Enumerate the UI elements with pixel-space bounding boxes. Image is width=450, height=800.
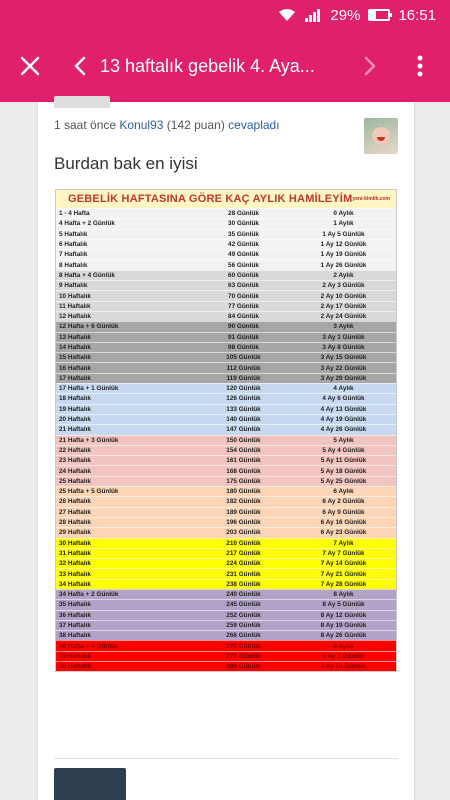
chart-row bbox=[56, 218, 396, 228]
chart-row bbox=[56, 538, 396, 548]
chart-cell-days: 240 Günlük bbox=[226, 591, 261, 599]
footer-button[interactable] bbox=[54, 768, 126, 800]
chart-row bbox=[56, 496, 396, 506]
chart-cell-months: 1 Ay 26 Günlük bbox=[320, 261, 367, 269]
chart-cell-week: 34 Hafta + 2 Günlük bbox=[59, 591, 119, 599]
chart-cell-days: 84 Günlük bbox=[228, 313, 259, 321]
chart-row bbox=[56, 620, 396, 630]
chart-cell-week: 29 Haftalık bbox=[59, 529, 91, 537]
answer-action: cevapladı bbox=[228, 118, 280, 132]
chart-cell-months: 7 Ay 21 Günlük bbox=[320, 570, 367, 578]
signal-icon bbox=[304, 8, 322, 22]
chart-cell-week: 33 Haftalık bbox=[59, 570, 91, 578]
chart-row bbox=[56, 404, 396, 414]
answer-time: 1 saat önce bbox=[54, 118, 117, 132]
chart-cell-week: 38 Haftalık bbox=[59, 632, 91, 640]
chart-cell-week: 28 Haftalık bbox=[59, 519, 91, 527]
chart-cell-days: 238 Günlük bbox=[226, 580, 261, 588]
chart-row bbox=[56, 465, 396, 475]
chart-row bbox=[56, 640, 396, 650]
chart-cell-months: 2 Ay 3 Günlük bbox=[322, 282, 365, 290]
chart-cell-days: 105 Günlük bbox=[226, 354, 261, 362]
chart-cell-months: 3 Ay 1 Günlük bbox=[322, 333, 365, 341]
page-title: 13 haftalık gebelik 4. Aya... bbox=[100, 55, 315, 76]
chart-cell-days: 210 Günlük bbox=[226, 539, 261, 547]
chart-row bbox=[56, 435, 396, 445]
chart-cell-months: 5 Ay 25 Günlük bbox=[320, 477, 367, 485]
chart-row bbox=[56, 651, 396, 661]
chart-cell-days: 203 Günlük bbox=[226, 529, 261, 537]
chart-cell-week: 1 - 4 Hafta bbox=[59, 210, 90, 218]
close-icon bbox=[20, 56, 40, 76]
back-button[interactable] bbox=[60, 30, 100, 102]
chart-cell-months: 4 Ay 13 Günlük bbox=[320, 405, 367, 413]
status-bar bbox=[0, 0, 450, 30]
chart-cell-months: 7 Ay 28 Günlük bbox=[320, 580, 367, 588]
chart-cell-week: 23 Haftalık bbox=[59, 457, 91, 465]
chart-cell-days: 42 Günlük bbox=[228, 241, 259, 249]
chart-cell-week: 15 Haftalık bbox=[59, 354, 91, 362]
chart-row bbox=[56, 301, 396, 311]
chart-row bbox=[56, 393, 396, 403]
chart-cell-months: 8 Ay 5 Günlük bbox=[322, 601, 365, 609]
chart-cell-months: 5 Ay 18 Günlük bbox=[320, 467, 367, 475]
chart-cell-days: 180 Günlük bbox=[226, 488, 261, 496]
chart-cell-days: 266 Günlük bbox=[226, 632, 261, 640]
chart-site: yeni-kimlik.com bbox=[352, 196, 390, 202]
chevron-left-icon bbox=[74, 56, 86, 76]
chart-cell-days: 154 Günlük bbox=[226, 446, 261, 454]
chart-cell-week: 17 Hafta + 1 Günlük bbox=[59, 385, 119, 393]
chart-rows bbox=[56, 208, 396, 671]
chart-cell-week: 19 Haftalık bbox=[59, 405, 91, 413]
chart-row bbox=[56, 332, 396, 342]
chart-cell-months: 4 Ay 26 Günlük bbox=[320, 426, 367, 434]
chart-cell-week: 25 Haftalık bbox=[59, 477, 91, 485]
chart-cell-week: 10 Haftalık bbox=[59, 292, 91, 300]
chart-cell-week: 20 Haftalık bbox=[59, 416, 91, 424]
chart-row bbox=[56, 589, 396, 599]
more-options-button[interactable] bbox=[390, 30, 450, 102]
chart-cell-week: 37 Haftalık bbox=[59, 622, 91, 630]
chart-cell-days: 120 Günlük bbox=[226, 385, 261, 393]
chart-row bbox=[56, 424, 396, 434]
answer-user-link[interactable]: Konul93 bbox=[119, 118, 164, 132]
battery-icon bbox=[368, 9, 390, 21]
chart-row bbox=[56, 455, 396, 465]
chart-cell-days: 231 Günlük bbox=[226, 570, 261, 578]
chart-cell-months: 1 Ay 5 Günlük bbox=[322, 230, 365, 238]
chart-cell-months: 6 Aylık bbox=[333, 488, 354, 496]
chart-row bbox=[56, 445, 396, 455]
chart-row bbox=[56, 290, 396, 300]
forward-button[interactable] bbox=[350, 30, 390, 102]
chart-cell-months: 3 Ay 15 Günlük bbox=[320, 354, 367, 362]
chart-row bbox=[56, 229, 396, 239]
chart-cell-week: 38 Hafta + 4 Günlük bbox=[59, 642, 119, 650]
chart-cell-months: 1 Ay 12 Günlük bbox=[320, 241, 367, 249]
chart-title: GEBELİK HAFTASINA GÖRE KAÇ AYLIK HAMİLEYİM bbox=[68, 193, 353, 205]
chart-cell-months: 8 Ay 19 Günlük bbox=[320, 622, 367, 630]
chart-cell-week: 8 Hafta + 4 Günlük bbox=[59, 271, 115, 279]
content-area bbox=[0, 102, 450, 800]
chart-cell-days: 182 Günlük bbox=[226, 498, 261, 506]
chart-cell-week: 24 Haftalık bbox=[59, 467, 91, 475]
chart-row bbox=[56, 507, 396, 517]
chart-cell-days: 270 Günlük bbox=[226, 642, 261, 650]
chart-row bbox=[56, 362, 396, 372]
divider bbox=[54, 758, 398, 759]
chart-cell-months: 3 Ay 29 Günlük bbox=[320, 374, 367, 382]
chart-row bbox=[56, 208, 396, 218]
chart-row bbox=[56, 558, 396, 568]
chart-cell-week: 39 Haftalık bbox=[59, 652, 91, 660]
chart-cell-months: 1 Aylık bbox=[333, 220, 354, 228]
chart-cell-months: 2 Ay 10 Günlük bbox=[320, 292, 367, 300]
chart-cell-months: 9 Ay 3 Günlük bbox=[322, 652, 365, 660]
chart-cell-days: 245 Günlük bbox=[226, 601, 261, 609]
chart-row bbox=[56, 414, 396, 424]
chart-cell-days: 28 Günlük bbox=[228, 210, 259, 218]
chart-row bbox=[56, 383, 396, 393]
chart-cell-months: 2 Ay 17 Günlük bbox=[320, 302, 367, 310]
previous-button-stub[interactable] bbox=[54, 96, 110, 108]
chart-row bbox=[56, 311, 396, 321]
chart-row bbox=[56, 259, 396, 269]
chart-cell-months: 6 Ay 2 Günlük bbox=[322, 498, 365, 506]
chart-row bbox=[56, 249, 396, 259]
chart-cell-months: 7 Ay 7 Günlük bbox=[322, 549, 365, 557]
chart-cell-week: 31 Haftalık bbox=[59, 549, 91, 557]
chart-cell-week: 17 Haftalık bbox=[59, 374, 91, 382]
chart-row bbox=[56, 342, 396, 352]
chart-row bbox=[56, 373, 396, 383]
chart-cell-days: 98 Günlük bbox=[228, 344, 259, 351]
chart-cell-days: 63 Günlük bbox=[228, 282, 259, 290]
chart-cell-months: 0 Aylık bbox=[333, 210, 354, 218]
answer-meta bbox=[54, 118, 280, 132]
chart-row bbox=[56, 630, 396, 640]
answer-text: Burdan bak en iyisi bbox=[54, 154, 198, 173]
chart-cell-days: 147 Günlük bbox=[226, 426, 261, 434]
chart-cell-days: 161 Günlük bbox=[226, 457, 261, 465]
chart-row bbox=[56, 239, 396, 249]
chart-cell-months: 4 Ay 6 Günlük bbox=[322, 395, 365, 403]
chart-cell-months: 2 Ay 24 Günlük bbox=[320, 313, 367, 321]
chart-cell-days: 224 Günlük bbox=[226, 560, 261, 568]
chart-cell-days: 196 Günlük bbox=[226, 519, 261, 527]
avatar[interactable] bbox=[364, 118, 398, 154]
chart-cell-months: 7 Ay 14 Günlük bbox=[320, 560, 367, 568]
chart-cell-months: 9 Ay 10 Günlük bbox=[320, 663, 367, 671]
chart-cell-days: 60 Günlük bbox=[228, 271, 259, 279]
more-vert-icon bbox=[417, 55, 423, 77]
chart-cell-months: 2 Aylık bbox=[333, 271, 354, 279]
chart-cell-week: 21 Haftalık bbox=[59, 426, 91, 434]
chart-cell-week: 12 Hafta + 6 Günlük bbox=[59, 323, 119, 331]
chart-cell-months: 3 Ay 22 Günlük bbox=[320, 364, 367, 372]
chart-cell-week: 16 Haftalık bbox=[59, 364, 91, 372]
chart-cell-week: 32 Haftalık bbox=[59, 560, 91, 568]
chart-cell-months: 8 Ay 26 Günlük bbox=[320, 632, 367, 640]
chart-cell-days: 112 Günlük bbox=[226, 364, 261, 372]
chevron-right-icon bbox=[364, 56, 376, 76]
chart-cell-week: 11 Haftalık bbox=[59, 302, 91, 310]
chart-row bbox=[56, 321, 396, 331]
chart-cell-days: 30 Günlük bbox=[228, 220, 259, 228]
chart-row bbox=[56, 548, 396, 558]
chart-cell-days: 189 Günlük bbox=[226, 508, 261, 516]
chart-cell-week: 6 Haftalık bbox=[59, 241, 88, 249]
chart-cell-days: 70 Günlük bbox=[228, 292, 259, 300]
chart-cell-week: 7 Haftalık bbox=[59, 251, 88, 259]
chart-cell-months: 3 Aylık bbox=[333, 323, 354, 331]
chart-cell-days: 77 Günlük bbox=[228, 302, 259, 310]
chart-cell-days: 140 Günlük bbox=[226, 416, 261, 424]
chart-cell-week: 8 Haftalık bbox=[59, 261, 88, 269]
chart-cell-week: 13 Haftalık bbox=[59, 333, 91, 341]
chart-cell-months: 5 Aylık bbox=[333, 436, 354, 444]
chart-cell-week: 5 Haftalık bbox=[59, 230, 88, 238]
chart-cell-week: 30 Haftalık bbox=[59, 539, 91, 547]
wifi-icon bbox=[278, 8, 296, 22]
chart-cell-months: 7 Aylık bbox=[333, 539, 354, 547]
chart-cell-months: 8 Ay 12 Günlük bbox=[320, 611, 367, 619]
app-bar bbox=[0, 30, 450, 102]
chart-cell-days: 273 Günlük bbox=[226, 652, 261, 660]
chart-cell-days: 217 Günlük bbox=[226, 549, 261, 557]
chart-cell-week: 25 Hafta + 5 Günlük bbox=[59, 488, 119, 496]
chart-cell-days: 119 Günlük bbox=[226, 374, 261, 382]
chart-cell-days: 133 Günlük bbox=[226, 405, 261, 413]
chart-cell-months: 3 Ay 8 Günlük bbox=[322, 344, 365, 351]
chart-cell-months: 4 Ay 19 Günlük bbox=[320, 416, 367, 424]
chart-row bbox=[56, 270, 396, 280]
chart-row bbox=[56, 661, 396, 671]
chart-cell-days: 91 Günlük bbox=[228, 333, 259, 341]
chart-cell-months: 4 Aylık bbox=[333, 385, 354, 393]
answer-points: (142 puan) bbox=[166, 118, 225, 132]
chart-cell-days: 126 Günlük bbox=[226, 395, 261, 403]
chart-cell-week: 18 Haftalık bbox=[59, 395, 91, 403]
clock: 16:51 bbox=[398, 6, 436, 24]
chart-cell-week: 27 Haftalık bbox=[59, 508, 91, 516]
chart-cell-week: 14 Haftalık bbox=[59, 344, 91, 351]
chart-cell-days: 175 Günlük bbox=[226, 477, 261, 485]
chart-cell-week: 12 Haftalık bbox=[59, 313, 91, 321]
chart-cell-days: 49 Günlük bbox=[228, 251, 259, 259]
pregnancy-chart-image[interactable] bbox=[55, 189, 397, 672]
chart-cell-months: 1 Ay 19 Günlük bbox=[320, 251, 367, 259]
chart-cell-months: 9 Aylık bbox=[333, 642, 354, 650]
chart-cell-days: 168 Günlük bbox=[226, 467, 261, 475]
chart-cell-week: 36 Haftalık bbox=[59, 611, 91, 619]
chart-row bbox=[56, 280, 396, 290]
chart-cell-months: 6 Ay 23 Günlük bbox=[320, 529, 367, 537]
battery-percent: 29% bbox=[330, 6, 361, 24]
chart-cell-months: 6 Ay 9 Günlük bbox=[322, 508, 365, 516]
chart-row bbox=[56, 486, 396, 496]
chart-cell-week: 22 Haftalık bbox=[59, 446, 91, 454]
chart-row bbox=[56, 579, 396, 589]
chart-cell-months: 5 Ay 4 Günlük bbox=[322, 446, 365, 454]
chart-cell-days: 150 Günlük bbox=[226, 436, 261, 444]
chart-cell-week: 21 Hafta + 3 Günlük bbox=[59, 436, 119, 444]
chart-row bbox=[56, 352, 396, 362]
chart-cell-week: 9 Haftalık bbox=[59, 282, 88, 290]
chart-cell-days: 259 Günlük bbox=[226, 622, 261, 630]
chart-row bbox=[56, 476, 396, 486]
chart-cell-days: 35 Günlük bbox=[228, 230, 259, 238]
chart-cell-months: 8 Aylık bbox=[333, 591, 354, 599]
chart-cell-days: 280 Günlük bbox=[226, 663, 261, 671]
chart-cell-week: 40 Haftalık bbox=[59, 663, 91, 671]
chart-row bbox=[56, 568, 396, 578]
chart-row bbox=[56, 517, 396, 527]
chart-cell-week: 35 Haftalık bbox=[59, 601, 91, 609]
chart-header bbox=[56, 190, 396, 208]
chart-row bbox=[56, 610, 396, 620]
chart-row bbox=[56, 599, 396, 609]
chart-cell-days: 252 Günlük bbox=[226, 611, 261, 619]
chart-cell-week: 34 Haftalık bbox=[59, 580, 91, 588]
chart-cell-days: 90 Günlük bbox=[228, 323, 259, 331]
chart-cell-days: 56 Günlük bbox=[228, 261, 259, 269]
chart-cell-months: 6 Ay 16 Günlük bbox=[320, 519, 367, 527]
answer-card bbox=[38, 102, 414, 800]
chart-row bbox=[56, 527, 396, 537]
close-button[interactable] bbox=[0, 30, 60, 102]
chart-cell-months: 5 Ay 11 Günlük bbox=[320, 457, 367, 465]
chart-cell-week: 26 Haftalık bbox=[59, 498, 91, 506]
chart-cell-week: 4 Hafta + 2 Günlük bbox=[59, 220, 115, 228]
